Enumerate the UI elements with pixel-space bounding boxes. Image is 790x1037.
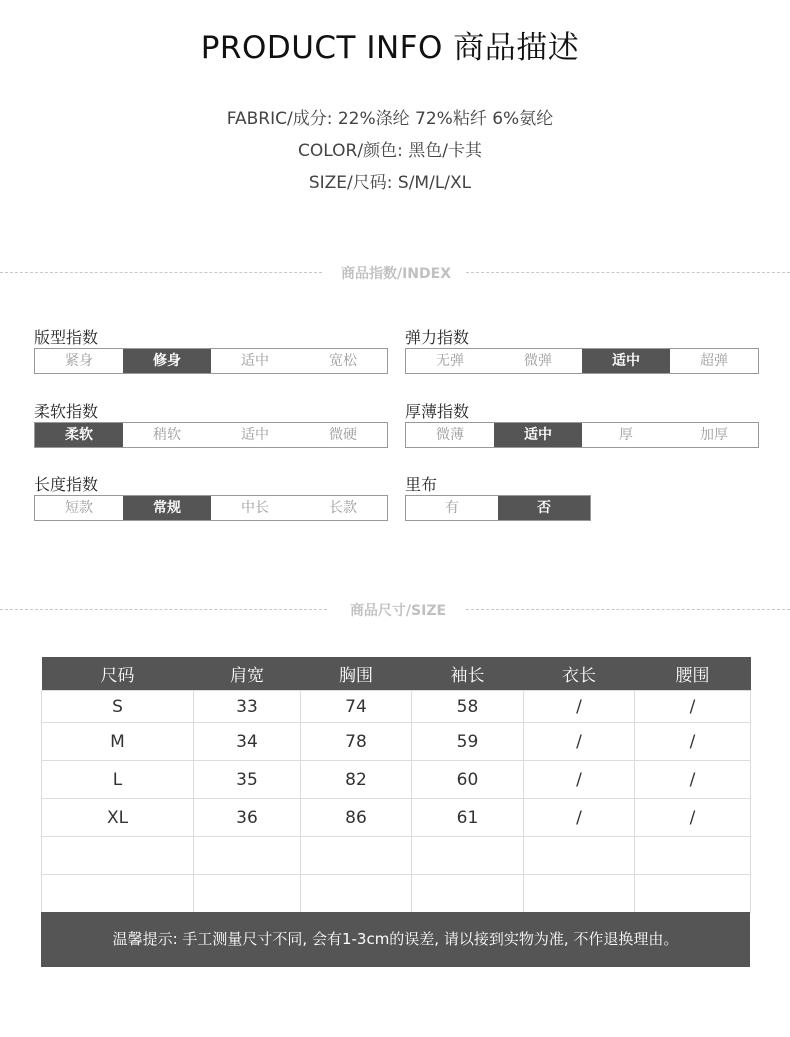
- table-cell: /: [635, 761, 751, 799]
- index-scale: [34, 495, 388, 521]
- table-cell: S: [42, 691, 194, 723]
- table-cell: /: [524, 799, 635, 837]
- index-label: 里布: [405, 475, 438, 494]
- index-option: 微硬: [329, 427, 357, 443]
- table-cell: 35: [194, 761, 301, 799]
- index-option: 长款: [329, 500, 357, 516]
- index-option-selected: 否: [498, 496, 590, 520]
- index-option: 有: [445, 500, 459, 516]
- table-cell: 74: [301, 691, 412, 723]
- column-header: 袖长: [412, 657, 524, 691]
- table-cell: [42, 837, 194, 875]
- table-cell: /: [635, 799, 751, 837]
- table-cell: 34: [194, 723, 301, 761]
- column-header: 胸围: [301, 657, 412, 691]
- table-cell: /: [635, 691, 751, 723]
- index-option: 紧身: [65, 353, 93, 369]
- table-cell: [635, 875, 751, 913]
- index-scale: [34, 348, 388, 374]
- table-row: [42, 691, 751, 723]
- table-cell: [635, 837, 751, 875]
- table-row: [42, 799, 751, 837]
- table-cell: 60: [412, 761, 524, 799]
- table-cell: 33: [194, 691, 301, 723]
- table-row: [42, 723, 751, 761]
- column-header: 尺码: [42, 657, 194, 691]
- table-header-row: [42, 657, 751, 691]
- column-header: 衣长: [524, 657, 635, 691]
- table-cell: 58: [412, 691, 524, 723]
- index-option-selected: 常规: [123, 496, 211, 520]
- index-option: 适中: [241, 353, 269, 369]
- table-cell: [301, 875, 412, 913]
- divider-line-left: [0, 272, 322, 273]
- table-cell: /: [524, 761, 635, 799]
- index-label: 版型指数: [34, 328, 99, 347]
- table-cell: 36: [194, 799, 301, 837]
- divider-line-left: [0, 609, 327, 610]
- page-title: PRODUCT INFO 商品描述: [200, 30, 580, 66]
- table-cell: [194, 837, 301, 875]
- table-row: [42, 837, 751, 875]
- index-label: 长度指数: [34, 475, 99, 494]
- table-cell: 78: [301, 723, 412, 761]
- index-label: 厚薄指数: [405, 402, 470, 421]
- table-cell: /: [524, 691, 635, 723]
- column-header: 肩宽: [194, 657, 301, 691]
- index-option: 短款: [65, 500, 93, 516]
- index-label: 弹力指数: [405, 328, 470, 347]
- index-option-selected: 柔软: [35, 423, 123, 447]
- index-option: 适中: [241, 427, 269, 443]
- index-option-selected: 适中: [582, 349, 670, 373]
- size-section-title: 商品尺寸/SIZE: [349, 603, 447, 619]
- table-cell: [524, 837, 635, 875]
- table-cell: XL: [42, 799, 194, 837]
- column-header: 腰围: [635, 657, 751, 691]
- table-cell: 86: [301, 799, 412, 837]
- index-scale: [405, 495, 591, 521]
- table-cell: [194, 875, 301, 913]
- table-cell: [412, 875, 524, 913]
- color-info: COLOR/颜色: 黑色/卡其: [298, 141, 482, 161]
- divider-line-right: [466, 609, 790, 610]
- table-cell: [301, 837, 412, 875]
- table-cell: 59: [412, 723, 524, 761]
- table-cell: 82: [301, 761, 412, 799]
- divider-line-right: [466, 272, 790, 273]
- index-option: 无弹: [436, 353, 464, 369]
- index-option-selected: 适中: [494, 423, 582, 447]
- size-table: [41, 657, 751, 913]
- size-note: 温馨提示: 手工测量尺寸不同, 会有1-3cm的误差, 请以接到实物为准, 不作退换理由。: [41, 912, 750, 967]
- table-cell: /: [524, 723, 635, 761]
- size-section-divider: [0, 600, 790, 620]
- table-row: [42, 875, 751, 913]
- index-option: 稍软: [153, 427, 181, 443]
- index-option-selected: 修身: [123, 349, 211, 373]
- table-cell: L: [42, 761, 194, 799]
- index-option: 超弹: [700, 353, 728, 369]
- fabric-info: FABRIC/成分: 22%涤纶 72%粘纤 6%氨纶: [226, 109, 554, 129]
- index-option: 宽松: [329, 353, 357, 369]
- size-info: SIZE/尺码: S/M/L/XL: [308, 173, 472, 193]
- index-option: 厚: [619, 427, 633, 443]
- index-scale: [34, 422, 388, 448]
- table-cell: [524, 875, 635, 913]
- index-section-divider: [0, 263, 790, 283]
- table-cell: /: [635, 723, 751, 761]
- index-option: 加厚: [700, 427, 728, 443]
- table-cell: [412, 837, 524, 875]
- index-option: 微薄: [436, 427, 464, 443]
- index-option: 微弹: [524, 353, 552, 369]
- index-section-title: 商品指数/INDEX: [340, 266, 452, 282]
- table-cell: M: [42, 723, 194, 761]
- index-option: 中长: [241, 500, 269, 516]
- index-scale: [405, 348, 759, 374]
- table-cell: [42, 875, 194, 913]
- index-scale: [405, 422, 759, 448]
- index-label: 柔软指数: [34, 402, 99, 421]
- table-cell: 61: [412, 799, 524, 837]
- table-row: [42, 761, 751, 799]
